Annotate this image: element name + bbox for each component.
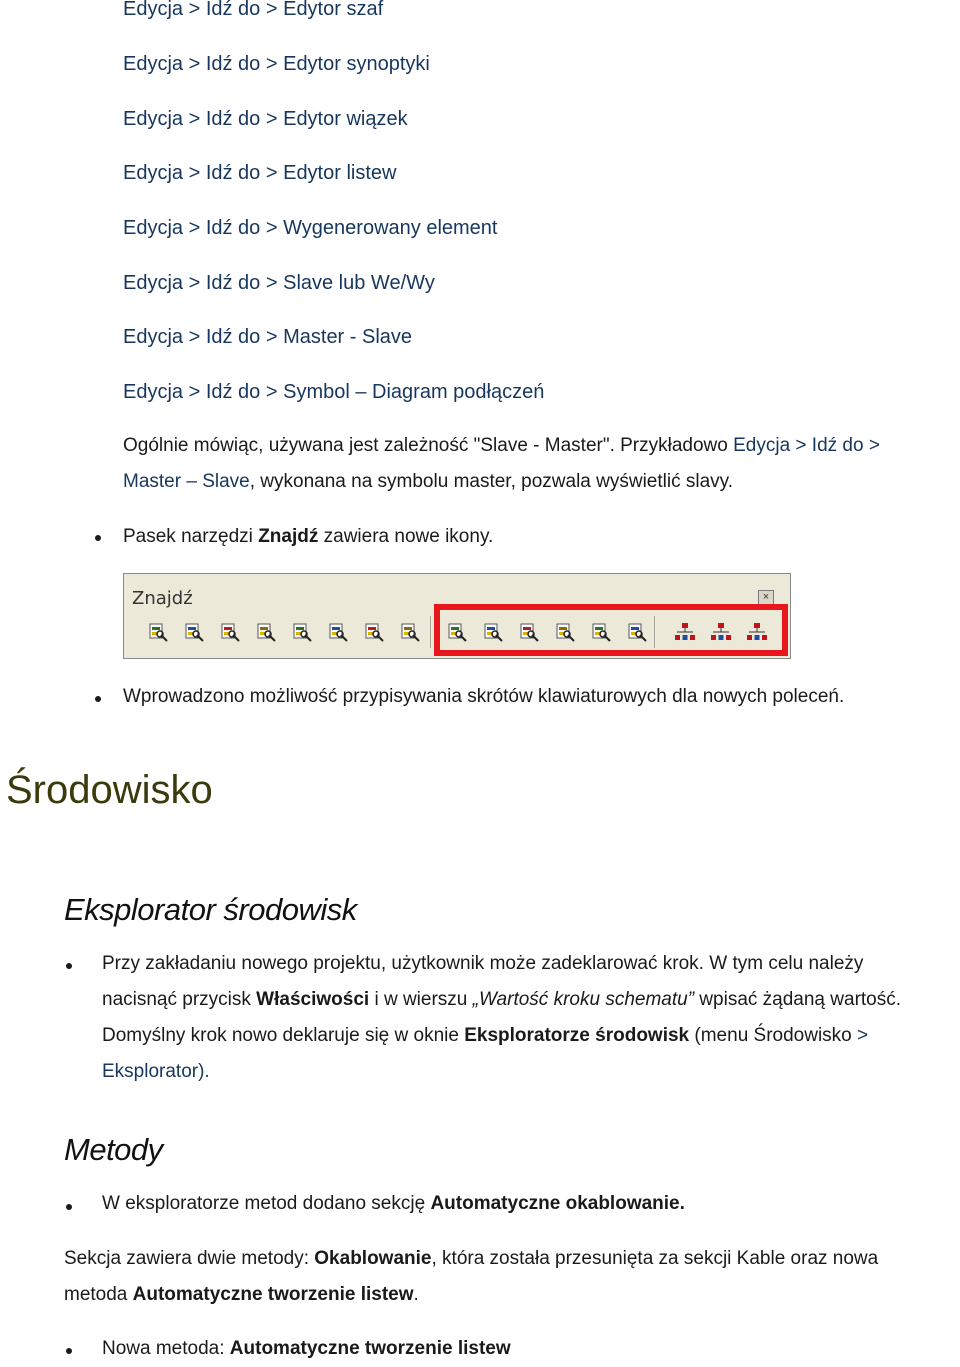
- intro-link-edycja[interactable]: Edycja > Idź do >: [733, 435, 880, 456]
- find-icon-7[interactable]: [364, 622, 384, 642]
- text: (menu Środowisko: [689, 1025, 858, 1046]
- find-icon-1[interactable]: [148, 622, 168, 642]
- highlight-box: [434, 604, 788, 656]
- bullet-dot: [66, 1348, 72, 1354]
- intro-line-1: [123, 428, 880, 464]
- heading-srodowisko: Środowisko: [6, 768, 213, 812]
- text: i w wierszu: [369, 989, 473, 1010]
- explorer-line-1: Przy zakładaniu nowego projektu, użytkownik może zadeklarować krok. W tym celu należy: [102, 953, 864, 974]
- text: metoda: [64, 1284, 133, 1305]
- nav-link-wygenerowany-element[interactable]: Edycja > Idź do > Wygenerowany element: [123, 217, 498, 239]
- nav-link-edytor-synoptyki[interactable]: Edycja > Idź do > Edytor synoptyki: [123, 53, 430, 75]
- bold-auto-listew: Automatyczne tworzenie listew: [132, 1284, 414, 1305]
- link-gt[interactable]: >: [857, 1025, 869, 1046]
- bullet-find-toolbar: [123, 519, 493, 555]
- text: wpisać żądaną wartość.: [694, 989, 902, 1010]
- find-icon-2[interactable]: [184, 622, 204, 642]
- bullet-dot: [95, 535, 101, 541]
- methods-para-line-1: [64, 1241, 878, 1277]
- explorer-line-4: [102, 1054, 210, 1090]
- text: Sekcja zawiera dwie metody:: [64, 1248, 315, 1269]
- text: Nowa metoda:: [102, 1338, 230, 1359]
- find-icon-4[interactable]: [256, 622, 276, 642]
- nav-link-slave-we-wy[interactable]: Edycja > Idź do > Slave lub We/Wy: [123, 272, 435, 294]
- text: W eksploratorze metod dodano sekcję: [102, 1193, 431, 1214]
- bold-okablowanie: Okablowanie: [314, 1248, 432, 1269]
- explorer-line-3: [102, 1018, 868, 1054]
- intro-line-2: [123, 464, 733, 500]
- nav-link-edytor-listew[interactable]: Edycja > Idź do > Edytor listew: [123, 162, 397, 184]
- find-icon-5[interactable]: [292, 622, 312, 642]
- bullet-shortcuts: Wprowadzono możliwość przypisywania skrótów klawiaturowych dla nowych poleceń.: [123, 686, 845, 707]
- text: nacisnąć przycisk: [102, 989, 257, 1010]
- intro-text-2: , wykonana na symbolu master, pozwala wyświetlić slavy.: [249, 471, 734, 492]
- italic-wartosc-kroku: „Wartość kroku schematu”: [472, 989, 695, 1010]
- bullet-dot: [95, 696, 101, 702]
- toolbar-separator: [430, 616, 431, 648]
- bold-wlasciwosci: Właściwości: [256, 989, 370, 1010]
- methods-bullet: [102, 1186, 685, 1222]
- close-icon[interactable]: ×: [758, 590, 774, 606]
- intro-text: Ogólnie mówiąc, używana jest zależność "Slave - Master". Przykładowo: [123, 435, 734, 456]
- nav-link-master-slave[interactable]: Edycja > Idź do > Master - Slave: [123, 326, 413, 348]
- text: , która została przesunięta za sekcji Kable oraz nowa: [431, 1248, 879, 1269]
- bold-auto-okablowanie: Automatyczne okablowanie.: [430, 1193, 685, 1214]
- bold-eksplorator: Eksploratorze środowisk: [464, 1025, 690, 1046]
- find-icon-8[interactable]: [400, 622, 420, 642]
- methods-para-line-2: [64, 1277, 419, 1313]
- bullet-bold: Znajdź: [258, 526, 319, 547]
- bold-auto-listew: Automatyczne tworzenie listew: [229, 1338, 511, 1359]
- bullet-dot: [66, 1204, 72, 1210]
- link-eksplorator[interactable]: Eksplorator).: [102, 1061, 210, 1082]
- text: .: [413, 1284, 419, 1305]
- find-icon-3[interactable]: [220, 622, 240, 642]
- new-method-bullet: [102, 1331, 511, 1367]
- heading-eksplorator: Eksplorator środowisk: [64, 892, 357, 927]
- nav-link-edytor-szaf[interactable]: Edycja > Idź do > Edytor szaf: [123, 0, 384, 20]
- bullet-text: zawiera nowe ikony.: [318, 526, 494, 547]
- text: Domyślny krok nowo deklaruje się w oknie: [102, 1025, 465, 1046]
- bullet-text: Pasek narzędzi: [123, 526, 259, 547]
- explorer-line-2: [102, 982, 901, 1018]
- heading-metody: Metody: [64, 1132, 163, 1167]
- find-icon-6[interactable]: [328, 622, 348, 642]
- nav-link-symbol-diagram[interactable]: Edycja > Idź do > Symbol – Diagram podłączeń: [123, 381, 545, 403]
- toolbar-title: Znajdź: [132, 588, 193, 609]
- nav-link-edytor-wiazek[interactable]: Edycja > Idź do > Edytor wiązek: [123, 108, 408, 130]
- intro-link-master-slave[interactable]: Master – Slave: [123, 471, 250, 492]
- bullet-dot: [66, 963, 72, 969]
